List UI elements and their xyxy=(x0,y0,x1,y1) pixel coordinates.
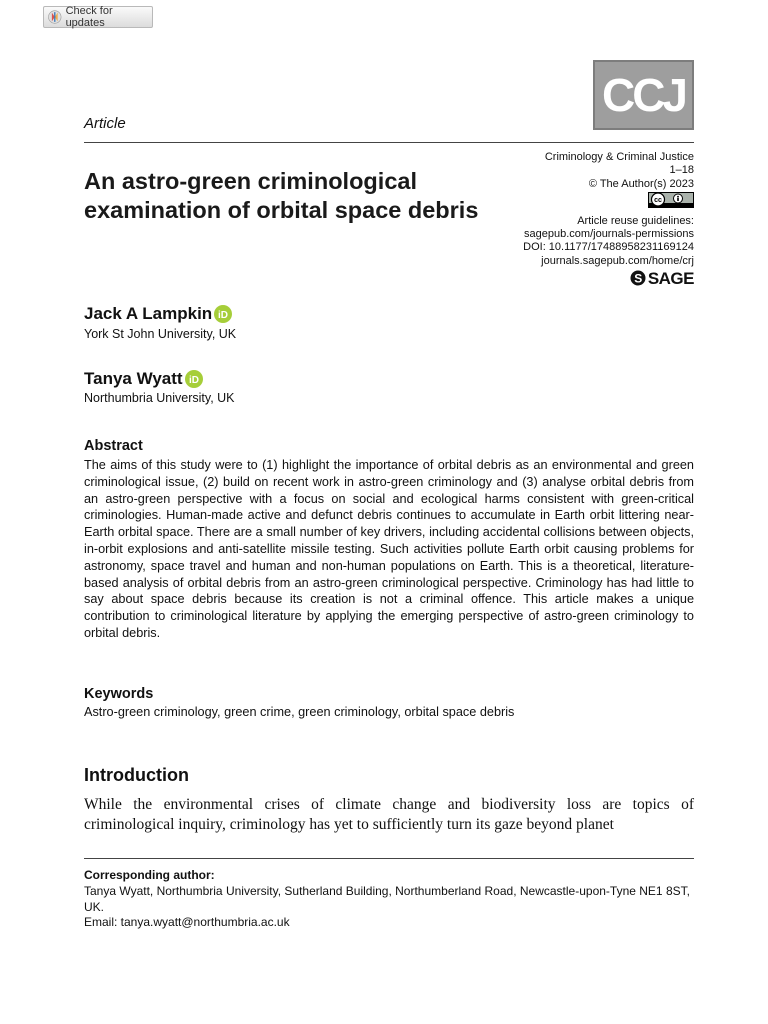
reuse-guidelines-link[interactable]: sagepub.com/journals-permissions xyxy=(524,228,694,241)
sage-s-icon xyxy=(630,270,646,286)
cc-by-icon[interactable] xyxy=(648,192,694,208)
author-name[interactable]: Tanya Wyatt xyxy=(84,369,183,388)
svg-text:iD: iD xyxy=(218,309,229,321)
keywords-text: Astro-green criminology, green crime, green criminology, orbital space debris xyxy=(84,705,515,719)
publisher-name: SAGE xyxy=(647,268,694,288)
author-1 xyxy=(84,304,232,324)
journal-logo-text: CCJ xyxy=(601,69,686,121)
orcid-icon[interactable] xyxy=(185,370,203,388)
journal-logo xyxy=(593,60,694,130)
author-2 xyxy=(84,369,203,389)
author-name[interactable]: Jack A Lampkin xyxy=(84,304,213,323)
article-title: An astro-green criminological examination of orbital space debris xyxy=(84,168,479,223)
corresponding-author-email[interactable]: Email: tanya.wyatt@northumbria.ac.uk xyxy=(84,915,290,929)
publisher-logo xyxy=(630,270,694,286)
footnote-divider xyxy=(84,858,694,859)
journal-home-link[interactable]: journals.sagepub.com/home/crj xyxy=(541,254,694,267)
article-type-label: Article xyxy=(84,115,126,132)
copyright-notice: © The Author(s) 2023 xyxy=(588,177,694,190)
page-range: 1–18 xyxy=(669,164,694,177)
introduction-heading: Introduction xyxy=(84,765,189,785)
reuse-guidelines-label: Article reuse guidelines: xyxy=(577,214,694,227)
author-affiliation: York St John University, UK xyxy=(84,327,237,341)
abstract-text: The aims of this study were to (1) highlight the importance of orbital debris as an environmental and green criminological issue, (2) build on recent work in astro-green criminology and (3) analyse orbital debris from an astro-green perspective with a focus on social and ecological harms consistent with green-critical criminologies. Human-made active and defunct debris continues to accumulate in Earth orbit littering near-Earth orbital space. There are a small number of key drivers, including accidental collisions between objects, in-orbit explosions and anti-satellite missile testing. Such activities pollute Earth orbit causing problems for astronomy, space travel and human and non-human populations on Earth. This is a theoretical, literature-based analysis of orbital debris from an astro-green criminological perspective. Criminology has had little to say about space debris because its creation is not a criminal offence. This article makes a unique contribution to criminological literature by applying the emerging perspective of astro-green criminology to orbital debris. xyxy=(84,458,694,640)
check-for-updates-button[interactable] xyxy=(43,6,153,28)
journal-name: Criminology & Criminal Justice xyxy=(544,151,694,163)
svg-text:iD: iD xyxy=(188,374,199,386)
keywords-heading: Keywords xyxy=(84,686,154,702)
corresponding-author-details xyxy=(84,884,694,931)
svg-text:cc: cc xyxy=(654,197,662,205)
corresponding-author-address: Tanya Wyatt, Northumbria University, Sutherland Building, Northumberland Road, Newcastle-upon-Tyne NE1 8ST, UK. xyxy=(84,884,690,914)
orcid-icon[interactable] xyxy=(214,305,232,323)
crossmark-icon xyxy=(48,10,62,24)
doi[interactable]: DOI: 10.1177/17488958231169124 xyxy=(523,241,694,254)
abstract-heading: Abstract xyxy=(84,438,143,454)
check-for-updates-label: Check for updates xyxy=(65,5,113,29)
author-affiliation: Northumbria University, UK xyxy=(84,391,235,405)
header-divider xyxy=(84,142,694,143)
corresponding-author-heading: Corresponding author: xyxy=(84,868,215,882)
svg-text:S: S xyxy=(634,271,642,286)
introduction-text: While the environmental crises of climate change and biodiversity loss are topics of criminological inquiry, criminology has yet to sufficiently turn its gaze beyond planet xyxy=(84,796,694,833)
